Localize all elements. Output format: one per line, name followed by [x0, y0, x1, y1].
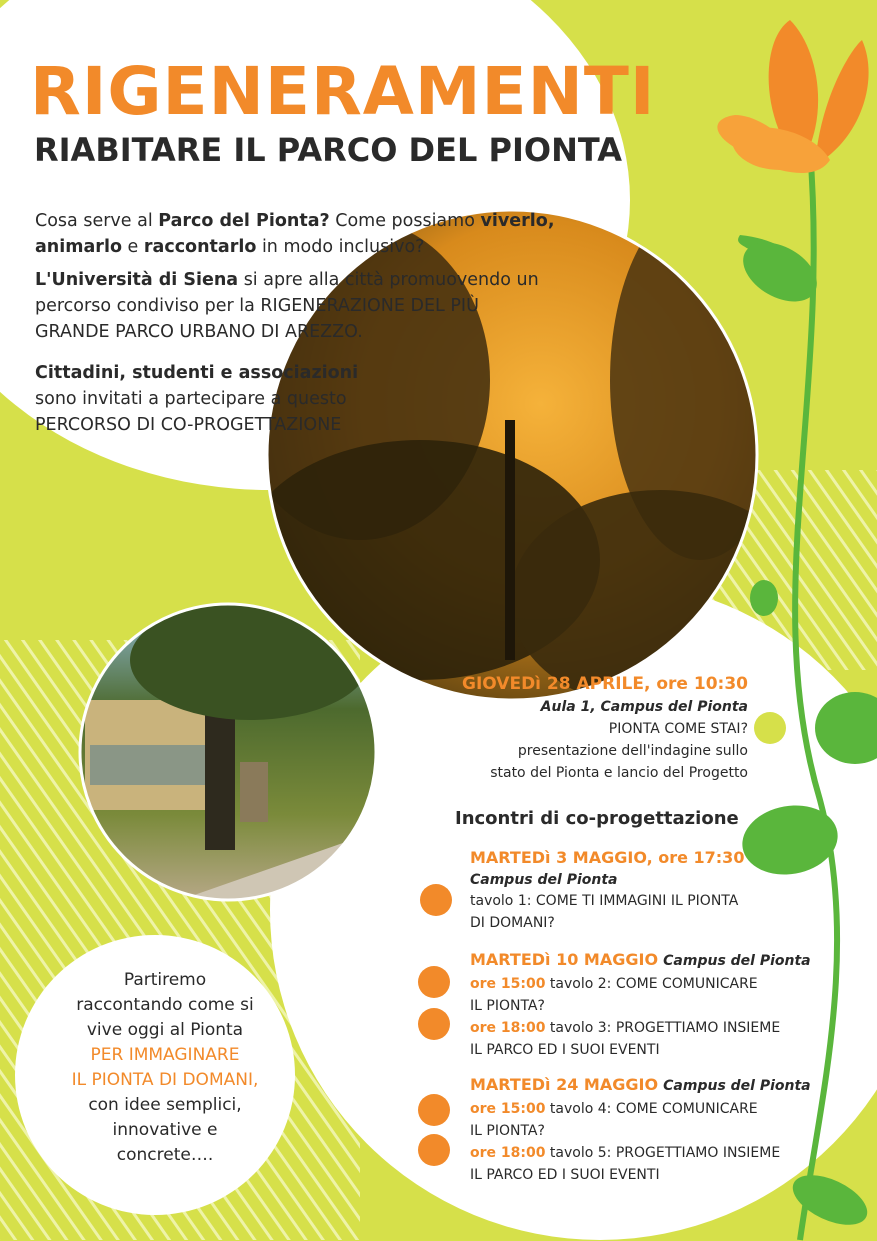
meeting-line: IL PARCO ED I SUOI EVENTI	[470, 1042, 660, 1058]
meeting-line: IL PIONTA?	[470, 1123, 545, 1139]
meetings-heading: Incontri di co-progettazione	[455, 808, 739, 829]
launch-line: presentazione dell'indagine sullo	[517, 743, 748, 759]
meeting-line: IL PARCO ED I SUOI EVENTI	[470, 1167, 660, 1183]
closing-line: concrete….	[116, 1145, 214, 1165]
meeting-line: tavolo 2: COME COMUNICARE	[545, 976, 758, 992]
meeting-3	[470, 1073, 850, 1186]
closing-line: vive oggi al Pionta	[86, 1020, 244, 1040]
meeting-place: Campus del Pionta	[663, 953, 811, 969]
closing-line: raccontando come si	[76, 995, 254, 1015]
meeting-date: MARTEDì 3 MAGGIO, ore 17:30	[470, 848, 745, 867]
page-title: RIGENERAMENTI	[30, 53, 656, 130]
bullet-dot	[418, 1008, 450, 1040]
meeting-line: IL PIONTA?	[470, 998, 545, 1014]
launch-place: Aula 1, Campus del Pionta	[540, 699, 748, 715]
meeting-2	[470, 948, 850, 1061]
meeting-time: ore 15:00	[470, 976, 546, 992]
meeting-time: ore 18:00	[470, 1145, 546, 1161]
meeting-date: MARTEDì 24 MAGGIO	[470, 1075, 659, 1094]
bullet-dot	[418, 966, 450, 998]
meeting-line: tavolo 5: PROGETTIAMO INSIEME	[545, 1145, 781, 1161]
meeting-place: Campus del Pionta	[470, 872, 618, 888]
meeting-place: Campus del Pionta	[663, 1078, 811, 1094]
meeting-date: MARTEDì 10 MAGGIO	[470, 950, 659, 969]
closing-line: con idee semplici,	[88, 1095, 242, 1115]
closing-line: innovative e	[112, 1120, 218, 1140]
intro-paragraph-3: Cittadini, studenti e associazioni sono invitati a partecipare a questo PERCORSO DI CO-PROGETTAZIONE	[35, 363, 359, 435]
bullet-dot	[420, 884, 452, 916]
launch-line: stato del Pionta e lancio del Progetto	[490, 765, 748, 781]
bullet-dot	[418, 1134, 450, 1166]
meeting-line: tavolo 4: COME COMUNICARE	[545, 1101, 758, 1117]
meeting-line: DI DOMANI?	[470, 915, 555, 931]
closing-note	[40, 968, 290, 1168]
launch-line: PIONTA COME STAI?	[608, 721, 748, 737]
meeting-line: tavolo 3: PROGETTIAMO INSIEME	[545, 1020, 781, 1036]
intro-paragraph-2: L'Università di Siena si apre alla città promuovendo un percorso condiviso per la RIGENERAZIONE DEL PIÙ GRANDE PARCO URBANO DI AREZZO.	[35, 270, 539, 342]
meeting-time: ore 15:00	[470, 1101, 546, 1117]
closing-line: Partiremo	[123, 970, 207, 990]
launch-date: GIOVEDì 28 APRILE, ore 10:30	[462, 674, 748, 694]
closing-highlight: PER IMMAGINARE	[90, 1045, 240, 1065]
page-subtitle: RIABITARE IL PARCO DEL PIONTA	[34, 131, 622, 169]
closing-highlight: IL PIONTA DI DOMANI,	[71, 1070, 259, 1090]
meeting-time: ore 18:00	[470, 1020, 546, 1036]
meeting-line: tavolo 1: COME TI IMMAGINI IL PIONTA	[470, 893, 739, 909]
meeting-1	[470, 846, 830, 934]
bullet-dot	[418, 1094, 450, 1126]
intro-paragraph-1: Cosa serve al Parco del Pionta? Come possiamo viverlo, animarlo e raccontarlo in modo inclusivo?	[35, 211, 555, 257]
launch-event	[420, 672, 748, 784]
